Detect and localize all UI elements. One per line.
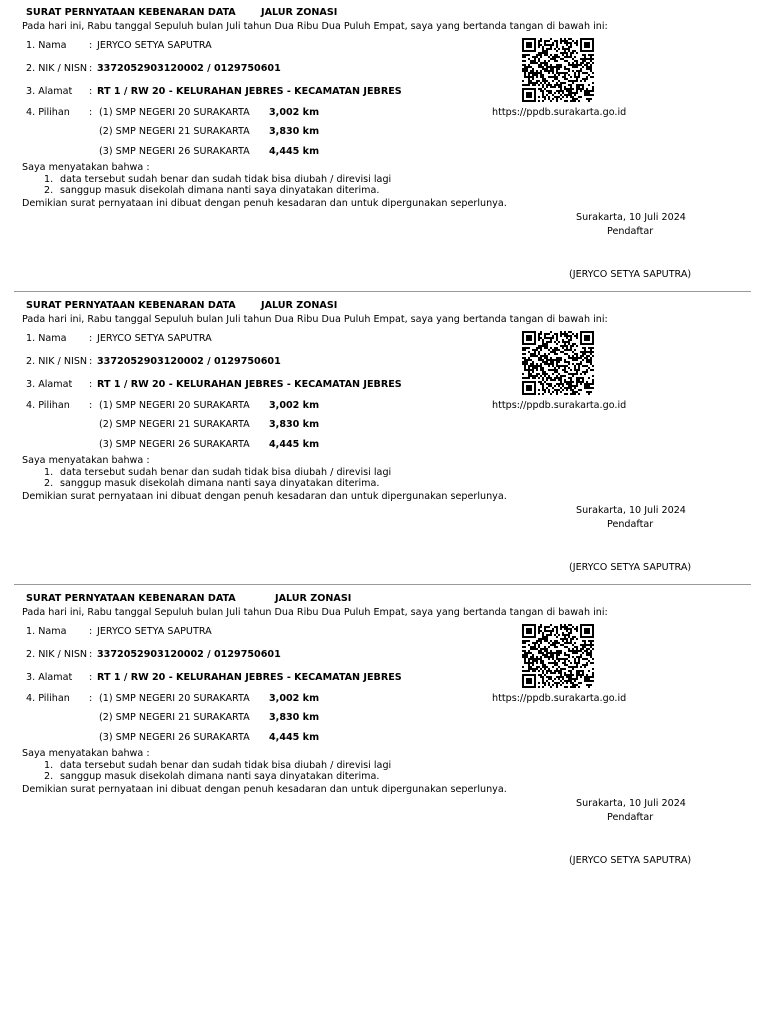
- nama-value: JERYCO SETYA SAPUTRA: [97, 333, 212, 344]
- place-date: Surakarta, 10 Juli 2024: [576, 212, 686, 223]
- choice-school: (1) SMP NEGERI 20 SURAKARTA: [99, 693, 250, 704]
- choice-school: (1) SMP NEGERI 20 SURAKARTA: [99, 400, 250, 411]
- alamat-separator: :: [89, 86, 93, 97]
- alamat-value: RT 1 / RW 20 - KELURAHAN JEBRES - KECAMATAN JEBRES: [97, 379, 402, 390]
- choice-school: (3) SMP NEGERI 26 SURAKARTA: [99, 732, 250, 743]
- website-link[interactable]: https://ppdb.surakarta.go.id: [492, 107, 627, 118]
- choice-distance: 3,002 km: [269, 693, 320, 704]
- signer-role: Pendaftar: [607, 812, 654, 823]
- nama-value: JERYCO SETYA SAPUTRA: [97, 626, 212, 637]
- website-link[interactable]: https://ppdb.surakarta.go.id: [492, 693, 627, 704]
- nik-value: 3372052903120002 / 0129750601: [97, 649, 281, 660]
- letter-title: SURAT PERNYATAAN KEBENARAN DATA: [26, 300, 236, 311]
- alamat-value: RT 1 / RW 20 - KELURAHAN JEBRES - KECAMATAN JEBRES: [97, 86, 402, 97]
- intro-text: Pada hari ini, Rabu tanggal Sepuluh bulan Juli tahun Dua Ribu Dua Puluh Empat, saya yang bertanda tangan di bawah ini:: [22, 607, 608, 618]
- nik-separator: :: [89, 649, 93, 660]
- nik-separator: :: [89, 356, 93, 367]
- place-date: Surakarta, 10 Juli 2024: [576, 798, 686, 809]
- statement-item: data tersebut sudah benar dan sudah tidak bisa diubah / direvisi lagi: [60, 760, 392, 771]
- statement-number: 1.: [44, 760, 54, 771]
- statement-intro: Saya menyatakan bahwa :: [22, 162, 150, 173]
- nik-label: 2. NIK / NISN: [26, 356, 88, 367]
- pilihan-label: 4. Pilihan: [26, 107, 70, 118]
- track-label: JALUR ZONASI: [261, 7, 338, 18]
- signer-role: Pendaftar: [607, 519, 654, 530]
- nama-separator: :: [89, 40, 93, 51]
- choice-school: (2) SMP NEGERI 21 SURAKARTA: [99, 126, 250, 137]
- nik-value: 3372052903120002 / 0129750601: [97, 356, 281, 367]
- statement-number: 1.: [44, 467, 54, 478]
- section-divider: [14, 291, 751, 292]
- statement-intro: Saya menyatakan bahwa :: [22, 455, 150, 466]
- pilihan-separator: :: [89, 107, 93, 118]
- closing-text: Demikian surat pernyataan ini dibuat dengan penuh kesadaran dan untuk dipergunakan seperlunya.: [22, 491, 507, 502]
- nama-separator: :: [89, 333, 93, 344]
- alamat-value: RT 1 / RW 20 - KELURAHAN JEBRES - KECAMATAN JEBRES: [97, 672, 402, 683]
- signer-name: (JERYCO SETYA SAPUTRA): [569, 562, 692, 573]
- pilihan-label: 4. Pilihan: [26, 693, 70, 704]
- letter-title: SURAT PERNYATAAN KEBENARAN DATA: [26, 7, 236, 18]
- closing-text: Demikian surat pernyataan ini dibuat dengan penuh kesadaran dan untuk dipergunakan seperlunya.: [22, 198, 507, 209]
- intro-text: Pada hari ini, Rabu tanggal Sepuluh bulan Juli tahun Dua Ribu Dua Puluh Empat, saya yang bertanda tangan di bawah ini:: [22, 21, 608, 32]
- choice-distance: 3,830 km: [269, 712, 320, 723]
- letter-copy: [0, 0, 768, 288]
- qr-code-icon: [522, 38, 594, 102]
- statement-intro: Saya menyatakan bahwa :: [22, 748, 150, 759]
- choice-distance: 4,445 km: [269, 732, 320, 743]
- choice-distance: 4,445 km: [269, 439, 320, 450]
- letter-copy: [0, 586, 768, 874]
- closing-text: Demikian surat pernyataan ini dibuat dengan penuh kesadaran dan untuk dipergunakan seperlunya.: [22, 784, 507, 795]
- signer-role: Pendaftar: [607, 226, 654, 237]
- choice-distance: 3,830 km: [269, 419, 320, 430]
- choice-school: (2) SMP NEGERI 21 SURAKARTA: [99, 712, 250, 723]
- choice-school: (3) SMP NEGERI 26 SURAKARTA: [99, 439, 250, 450]
- choice-distance: 4,445 km: [269, 146, 320, 157]
- nama-label: 1. Nama: [26, 626, 67, 637]
- signer-name: (JERYCO SETYA SAPUTRA): [569, 269, 692, 280]
- section-divider: [14, 584, 751, 585]
- nama-value: JERYCO SETYA SAPUTRA: [97, 40, 212, 51]
- track-label: JALUR ZONASI: [261, 300, 338, 311]
- nama-label: 1. Nama: [26, 333, 67, 344]
- alamat-separator: :: [89, 672, 93, 683]
- pilihan-label: 4. Pilihan: [26, 400, 70, 411]
- qr-code-icon: [522, 624, 594, 688]
- choice-school: (1) SMP NEGERI 20 SURAKARTA: [99, 107, 250, 118]
- statement-item: sanggup masuk disekolah dimana nanti saya dinyatakan diterima.: [60, 478, 380, 489]
- choice-school: (3) SMP NEGERI 26 SURAKARTA: [99, 146, 250, 157]
- alamat-separator: :: [89, 379, 93, 390]
- track-label: JALUR ZONASI: [275, 593, 352, 604]
- alamat-label: 3. Alamat: [26, 379, 73, 390]
- statement-item: sanggup masuk disekolah dimana nanti saya dinyatakan diterima.: [60, 771, 380, 782]
- letter-copy: [0, 293, 768, 581]
- statement-number: 1.: [44, 174, 54, 185]
- qr-code-icon: [522, 331, 594, 395]
- statement-item: data tersebut sudah benar dan sudah tidak bisa diubah / direvisi lagi: [60, 174, 392, 185]
- choice-distance: 3,002 km: [269, 400, 320, 411]
- nik-label: 2. NIK / NISN: [26, 649, 88, 660]
- nama-separator: :: [89, 626, 93, 637]
- choice-school: (2) SMP NEGERI 21 SURAKARTA: [99, 419, 250, 430]
- statement-item: data tersebut sudah benar dan sudah tidak bisa diubah / direvisi lagi: [60, 467, 392, 478]
- nama-label: 1. Nama: [26, 40, 67, 51]
- intro-text: Pada hari ini, Rabu tanggal Sepuluh bulan Juli tahun Dua Ribu Dua Puluh Empat, saya yang bertanda tangan di bawah ini:: [22, 314, 608, 325]
- choice-distance: 3,830 km: [269, 126, 320, 137]
- nik-label: 2. NIK / NISN: [26, 63, 88, 74]
- nik-separator: :: [89, 63, 93, 74]
- signer-name: (JERYCO SETYA SAPUTRA): [569, 855, 692, 866]
- nik-value: 3372052903120002 / 0129750601: [97, 63, 281, 74]
- place-date: Surakarta, 10 Juli 2024: [576, 505, 686, 516]
- pilihan-separator: :: [89, 400, 93, 411]
- statement-number: 2.: [44, 478, 54, 489]
- alamat-label: 3. Alamat: [26, 86, 73, 97]
- alamat-label: 3. Alamat: [26, 672, 73, 683]
- statement-number: 2.: [44, 771, 54, 782]
- pilihan-separator: :: [89, 693, 93, 704]
- letter-title: SURAT PERNYATAAN KEBENARAN DATA: [26, 593, 236, 604]
- statement-number: 2.: [44, 185, 54, 196]
- statement-item: sanggup masuk disekolah dimana nanti saya dinyatakan diterima.: [60, 185, 380, 196]
- website-link[interactable]: https://ppdb.surakarta.go.id: [492, 400, 627, 411]
- choice-distance: 3,002 km: [269, 107, 320, 118]
